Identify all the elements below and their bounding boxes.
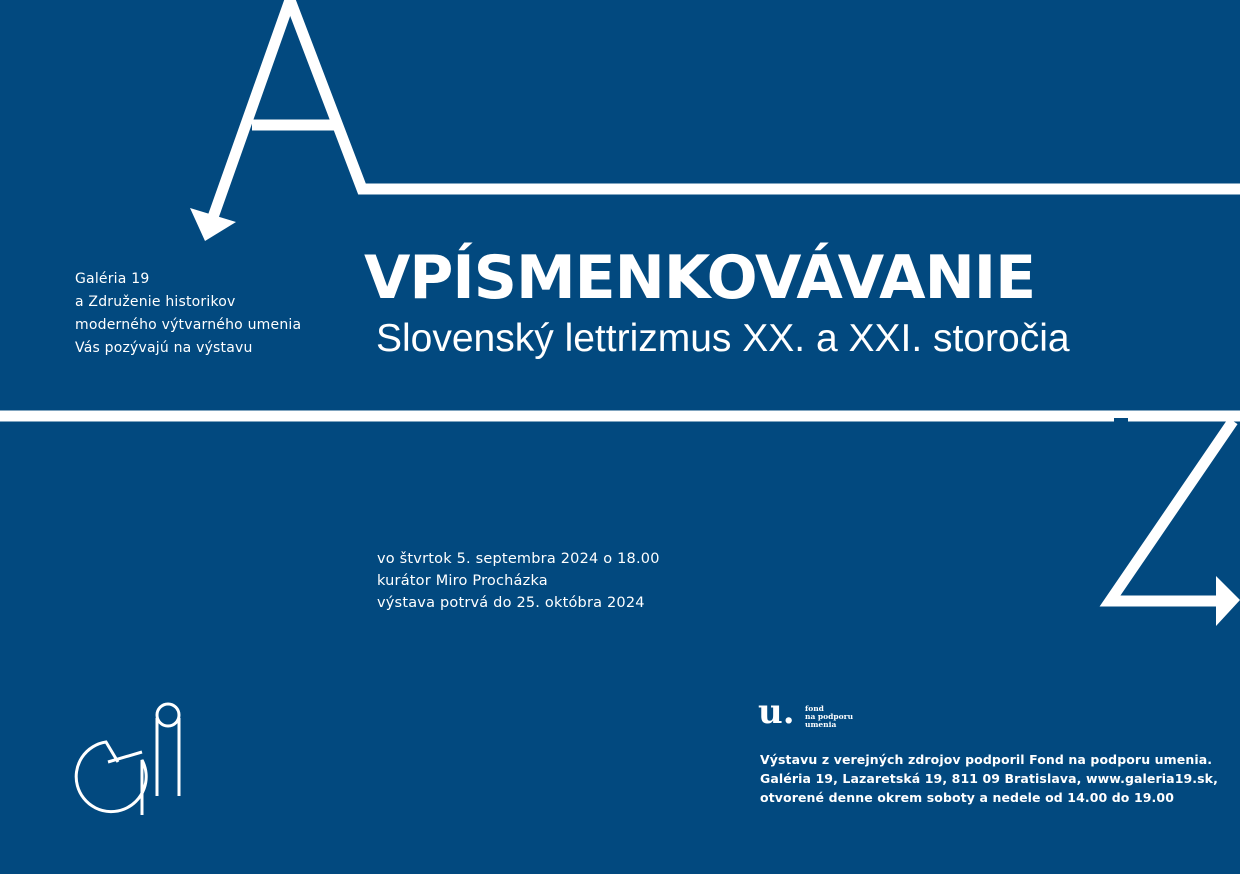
fond-name-line: na podporu: [805, 712, 854, 721]
footer-line: otvorené denne okrem soboty a nedele od 14.00 do 19.00: [760, 790, 1174, 805]
fond-mark: u.: [758, 692, 795, 732]
event-curator: kurátor Miro Procházka: [377, 573, 548, 589]
fond-na-podporu-umenia-logo: [758, 692, 868, 736]
invitation-text: [75, 268, 301, 360]
fond-name-line: umenia: [805, 720, 837, 729]
intro-line: moderného výtvarného umenia: [75, 317, 302, 333]
fond-name-line: fond: [805, 704, 824, 713]
exhibition-subtitle: Slovenský lettrizmus XX. a XXI. storočia: [376, 317, 1070, 360]
fond-name: [805, 705, 853, 729]
intro-line: Vás pozývajú na výstavu: [75, 340, 253, 356]
event-date: vo štvrtok 5. septembra 2024 o 18.00: [377, 551, 660, 567]
intro-line: a Združenie historikov: [75, 294, 236, 310]
footer-line: Galéria 19, Lazaretská 19, 811 09 Bratislava, www.galeria19.sk,: [760, 771, 1218, 786]
galeria19-logo-icon: [70, 700, 200, 820]
letter-a-right-stroke: [290, 0, 1240, 189]
arrow-right-icon: [1216, 576, 1240, 626]
letter-a-left-stroke: [212, 0, 290, 220]
footer-line: Výstavu z verejných zdrojov podporil Fond na podporu umenia.: [760, 752, 1213, 767]
letter-z-diagonal: [1110, 421, 1233, 601]
footer-info: [760, 750, 1218, 807]
intro-line: Galéria 19: [75, 271, 150, 287]
event-duration: výstava potrvá do 25. októbra 2024: [377, 595, 645, 611]
exhibition-title: VPÍSMENKOVÁVANIE: [364, 243, 1036, 313]
event-details: [377, 548, 660, 614]
